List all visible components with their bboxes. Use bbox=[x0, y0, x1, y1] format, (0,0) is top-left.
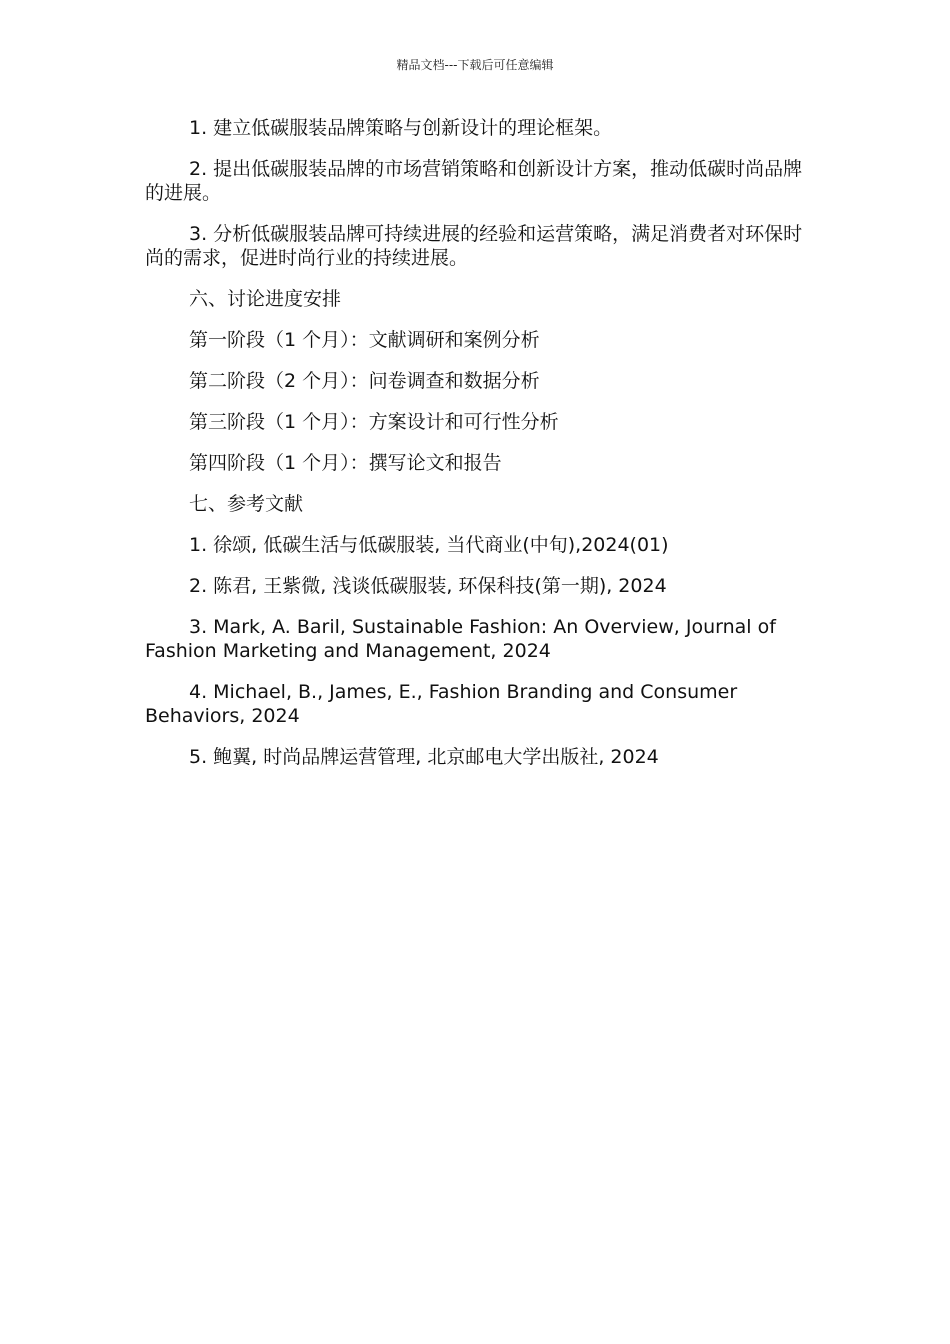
objective-item-2: 2. 提出低碳服装品牌的市场营销策略和创新设计方案，推动低碳时尚品牌的进展。 bbox=[145, 158, 803, 204]
schedule-stage-3: 第三阶段（1 个月）：方案设计和可行性分析 bbox=[189, 411, 559, 433]
reference-item-4: 4. Michael, B., James, E., Fashion Branding and Consumer Behaviors, 2024 bbox=[145, 681, 738, 727]
reference-item-2: 2. 陈君, 王紫微, 浅谈低碳服装, 环保科技(第一期), 2024 bbox=[189, 575, 667, 597]
reference-item-5: 5. 鲍翼, 时尚品牌运营管理, 北京邮电大学出版社, 2024 bbox=[189, 746, 659, 768]
section-heading-schedule: 六、讨论进度安排 bbox=[189, 288, 342, 310]
section-heading-references: 七、参考文献 bbox=[189, 493, 304, 515]
reference-item-3: 3. Mark, A. Baril, Sustainable Fashion: An Overview, Journal of Fashion Marketing and Management, 2024 bbox=[145, 616, 776, 662]
objective-item-3: 3. 分析低碳服装品牌可持续进展的经验和运营策略，满足消费者对环保时尚的需求，促进时尚行业的持续进展。 bbox=[145, 223, 803, 269]
document-body bbox=[145, 116, 810, 786]
schedule-stage-1: 第一阶段（1 个月）：文献调研和案例分析 bbox=[189, 329, 540, 351]
schedule-stage-4: 第四阶段（1 个月）：撰写论文和报告 bbox=[189, 452, 502, 474]
objective-item-1: 1. 建立低碳服装品牌策略与创新设计的理论框架。 bbox=[189, 117, 613, 139]
schedule-stage-2: 第二阶段（2 个月）：问卷调查和数据分析 bbox=[189, 370, 540, 392]
page-header: 精品文档---下载后可任意编辑 bbox=[396, 58, 554, 72]
reference-item-1: 1. 徐颂, 低碳生活与低碳服装, 当代商业(中旬),2024(01) bbox=[189, 534, 669, 556]
